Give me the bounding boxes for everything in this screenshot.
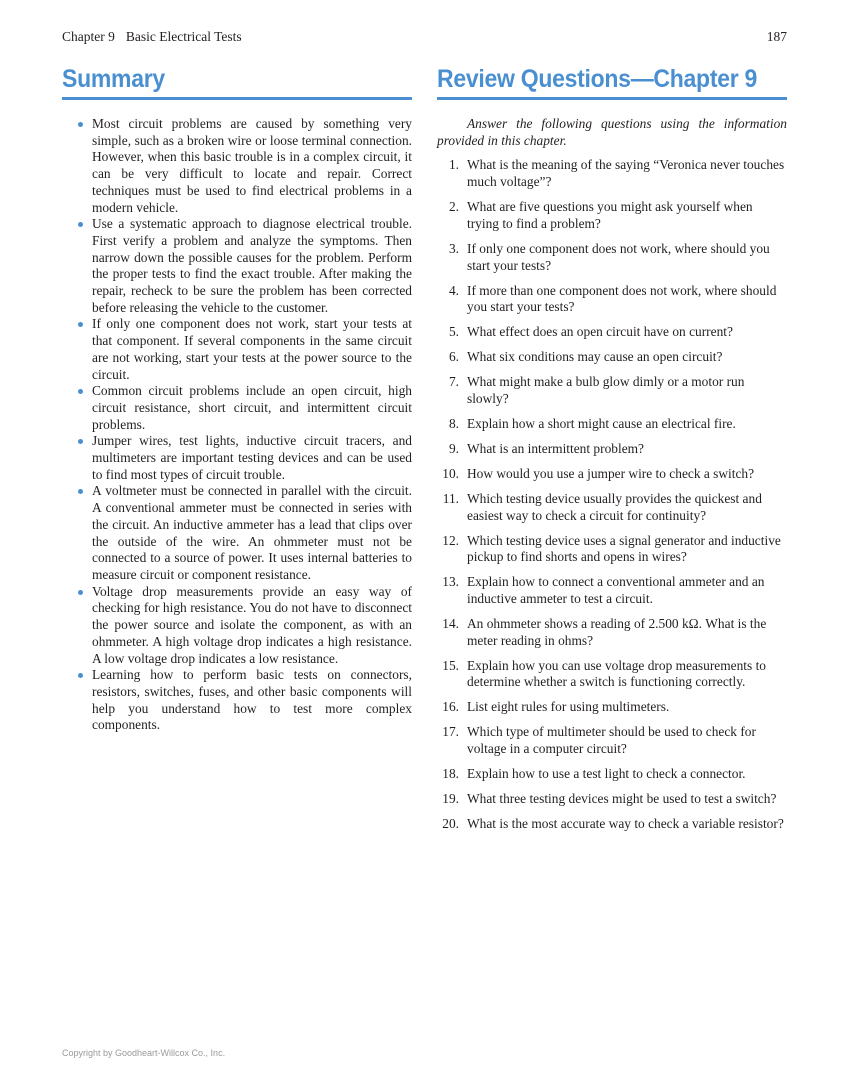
summary-item-text: Common circuit problems include an open circuit, high circuit resistance, short circuit, and intermittent circuit problems. bbox=[92, 383, 412, 432]
page-number: 187 bbox=[766, 29, 787, 44]
summary-item bbox=[62, 383, 412, 433]
summary-title-rule bbox=[62, 97, 412, 100]
summary-item-text: Voltage drop measurements provide an easy way of checking for high resistance. You do not have to disconnect the power source and isolate the component, as with an ohmmeter. A high voltage drop indicates a high resistance. A low voltage drop indicates a low resistance. bbox=[92, 583, 412, 666]
question-item bbox=[437, 374, 787, 407]
summary-item-text: Learning how to perform basic tests on connectors, resistors, switches, fuses, and other basic components will help you understand how to test more complex components. bbox=[92, 667, 412, 733]
summary-item bbox=[62, 216, 412, 316]
question-list bbox=[437, 157, 787, 832]
question-text: What three testing devices might be used to test a switch? bbox=[467, 791, 777, 807]
summary-item bbox=[62, 667, 412, 734]
question-number: 16. bbox=[442, 699, 459, 715]
question-number: 10. bbox=[442, 465, 459, 481]
question-number: 7. bbox=[448, 374, 459, 390]
question-text: Which testing device uses a signal generator and inductive pickup to find shorts and opens in wires? bbox=[467, 532, 781, 565]
question-number: 14. bbox=[442, 616, 459, 632]
question-number: 19. bbox=[442, 791, 459, 807]
question-text: Explain how to connect a conventional ammeter and an inductive ammeter to test a circuit. bbox=[467, 574, 765, 607]
question-text: How would you use a jumper wire to check a switch? bbox=[467, 465, 755, 481]
bullet-icon bbox=[78, 590, 83, 595]
question-number: 12. bbox=[442, 532, 459, 548]
question-text: Which type of multimeter should be used to check for voltage in a computer circuit? bbox=[467, 724, 756, 757]
question-item bbox=[437, 157, 787, 190]
review-intro: Answer the following questions using the information provided in this chapter. bbox=[437, 116, 787, 148]
question-item bbox=[437, 441, 787, 458]
question-number: 13. bbox=[442, 574, 459, 590]
bullet-icon bbox=[78, 439, 83, 444]
question-text: Which testing device usually provides the quickest and easiest way to check a circuit for continuity? bbox=[467, 490, 762, 523]
question-text: What six conditions may cause an open circuit? bbox=[467, 349, 723, 365]
review-title-rule bbox=[437, 97, 787, 100]
copyright-footer: Copyright by Goodheart-Willcox Co., Inc. bbox=[62, 1048, 226, 1058]
question-text: Explain how a short might cause an electrical fire. bbox=[467, 415, 736, 431]
question-item bbox=[437, 616, 787, 649]
question-text: What might make a bulb glow dimly or a motor run slowly? bbox=[467, 374, 745, 406]
summary-title: Summary bbox=[62, 65, 165, 93]
summary-item bbox=[62, 584, 412, 668]
question-text: What is the meaning of the saying “Veronica never touches much voltage”? bbox=[467, 157, 785, 190]
bullet-icon bbox=[78, 673, 83, 678]
question-number: 17. bbox=[442, 724, 459, 740]
summary-item-text: A voltmeter must be connected in parallel with the circuit. A conventional ammeter must be connected in series with the circuit. An inductive ammeter has a lead that clips over the outside of the wire. An ohmmeter must not be connected to a source of power. It uses internal batteries to measure circuit or component resistance. bbox=[92, 483, 412, 582]
question-number: 11. bbox=[442, 490, 459, 506]
question-number: 3. bbox=[448, 240, 459, 256]
bullet-icon bbox=[78, 222, 83, 227]
summary-item bbox=[62, 316, 412, 383]
summary-item-text: Use a systematic approach to diagnose electrical trouble. First verify a problem and analyze the symptoms. Then narrow down the possible causes for the problem. Perform the proper tests to find the exact trouble. After making the repair, recheck to be sure the problem has been corrected before releasing the vehicle to the customer. bbox=[92, 216, 412, 315]
question-number: 8. bbox=[448, 415, 459, 431]
question-item bbox=[437, 724, 787, 757]
running-head bbox=[62, 28, 787, 46]
question-number: 4. bbox=[448, 282, 459, 298]
summary-column bbox=[62, 64, 412, 734]
summary-item-text: Jumper wires, test lights, inductive circuit tracers, and multimeters are important testing devices and can be used to find most types of circuit trouble. bbox=[92, 433, 412, 482]
question-item bbox=[437, 324, 787, 341]
review-column bbox=[437, 64, 787, 841]
summary-list bbox=[62, 116, 412, 734]
summary-item-text: If only one component does not work, start your tests at that component. If several components in the same circuit are not working, start your tests at the power source to the circuit. bbox=[92, 316, 412, 382]
question-item bbox=[437, 766, 787, 783]
question-item bbox=[437, 791, 787, 808]
bullet-icon bbox=[78, 322, 83, 327]
question-item bbox=[437, 241, 787, 274]
question-text: What is an intermittent problem? bbox=[467, 440, 645, 456]
question-number: 9. bbox=[448, 440, 459, 456]
question-number: 1. bbox=[448, 157, 459, 173]
question-text: An ohmmeter shows a reading of 2.500 kΩ. What is the meter reading in ohms? bbox=[467, 616, 767, 648]
question-item bbox=[437, 199, 787, 232]
chapter-label: Chapter 9 bbox=[62, 29, 115, 44]
summary-item-text: Most circuit problems are caused by something very simple, such as a broken wire or loose terminal connection. However, when this basic trouble is in a complex circuit, it can be very difficult to locate and repair. Correct techniques must be used to find electrical problems in a modern vehicle. bbox=[92, 116, 412, 215]
question-text: What is the most accurate way to check a variable resistor? bbox=[467, 816, 784, 832]
question-number: 2. bbox=[448, 199, 459, 215]
question-number: 6. bbox=[448, 349, 459, 365]
review-title: Review Questions—Chapter 9 bbox=[437, 65, 758, 93]
question-item bbox=[437, 466, 787, 483]
question-item bbox=[437, 416, 787, 433]
bullet-icon bbox=[78, 389, 83, 394]
question-number: 15. bbox=[442, 657, 459, 673]
question-item bbox=[437, 533, 787, 566]
question-text: Explain how you can use voltage drop measurements to determine whether a switch is functioning correctly. bbox=[467, 657, 766, 690]
question-item bbox=[437, 349, 787, 366]
question-text: Explain how to use a test light to check a connector. bbox=[467, 766, 746, 782]
chapter-title: Basic Electrical Tests bbox=[125, 29, 242, 44]
chapter-heading bbox=[62, 28, 242, 46]
question-number: 20. bbox=[442, 816, 459, 832]
question-text: What effect does an open circuit have on current? bbox=[467, 324, 733, 340]
question-number: 18. bbox=[442, 766, 459, 782]
question-item bbox=[437, 491, 787, 524]
question-item bbox=[437, 816, 787, 833]
question-text: If more than one component does not work, where should you start your tests? bbox=[467, 282, 777, 315]
question-item bbox=[437, 699, 787, 716]
summary-item bbox=[62, 116, 412, 216]
question-number: 5. bbox=[448, 324, 459, 340]
question-text: What are five questions you might ask yourself when trying to find a problem? bbox=[467, 199, 753, 231]
question-text: List eight rules for using multimeters. bbox=[467, 699, 670, 715]
bullet-icon bbox=[78, 489, 83, 494]
summary-item bbox=[62, 483, 412, 583]
question-item bbox=[437, 574, 787, 607]
question-text: If only one component does not work, where should you start your tests? bbox=[467, 240, 770, 273]
summary-item bbox=[62, 433, 412, 483]
bullet-icon bbox=[78, 122, 83, 127]
question-item bbox=[437, 658, 787, 691]
question-item bbox=[437, 283, 787, 316]
